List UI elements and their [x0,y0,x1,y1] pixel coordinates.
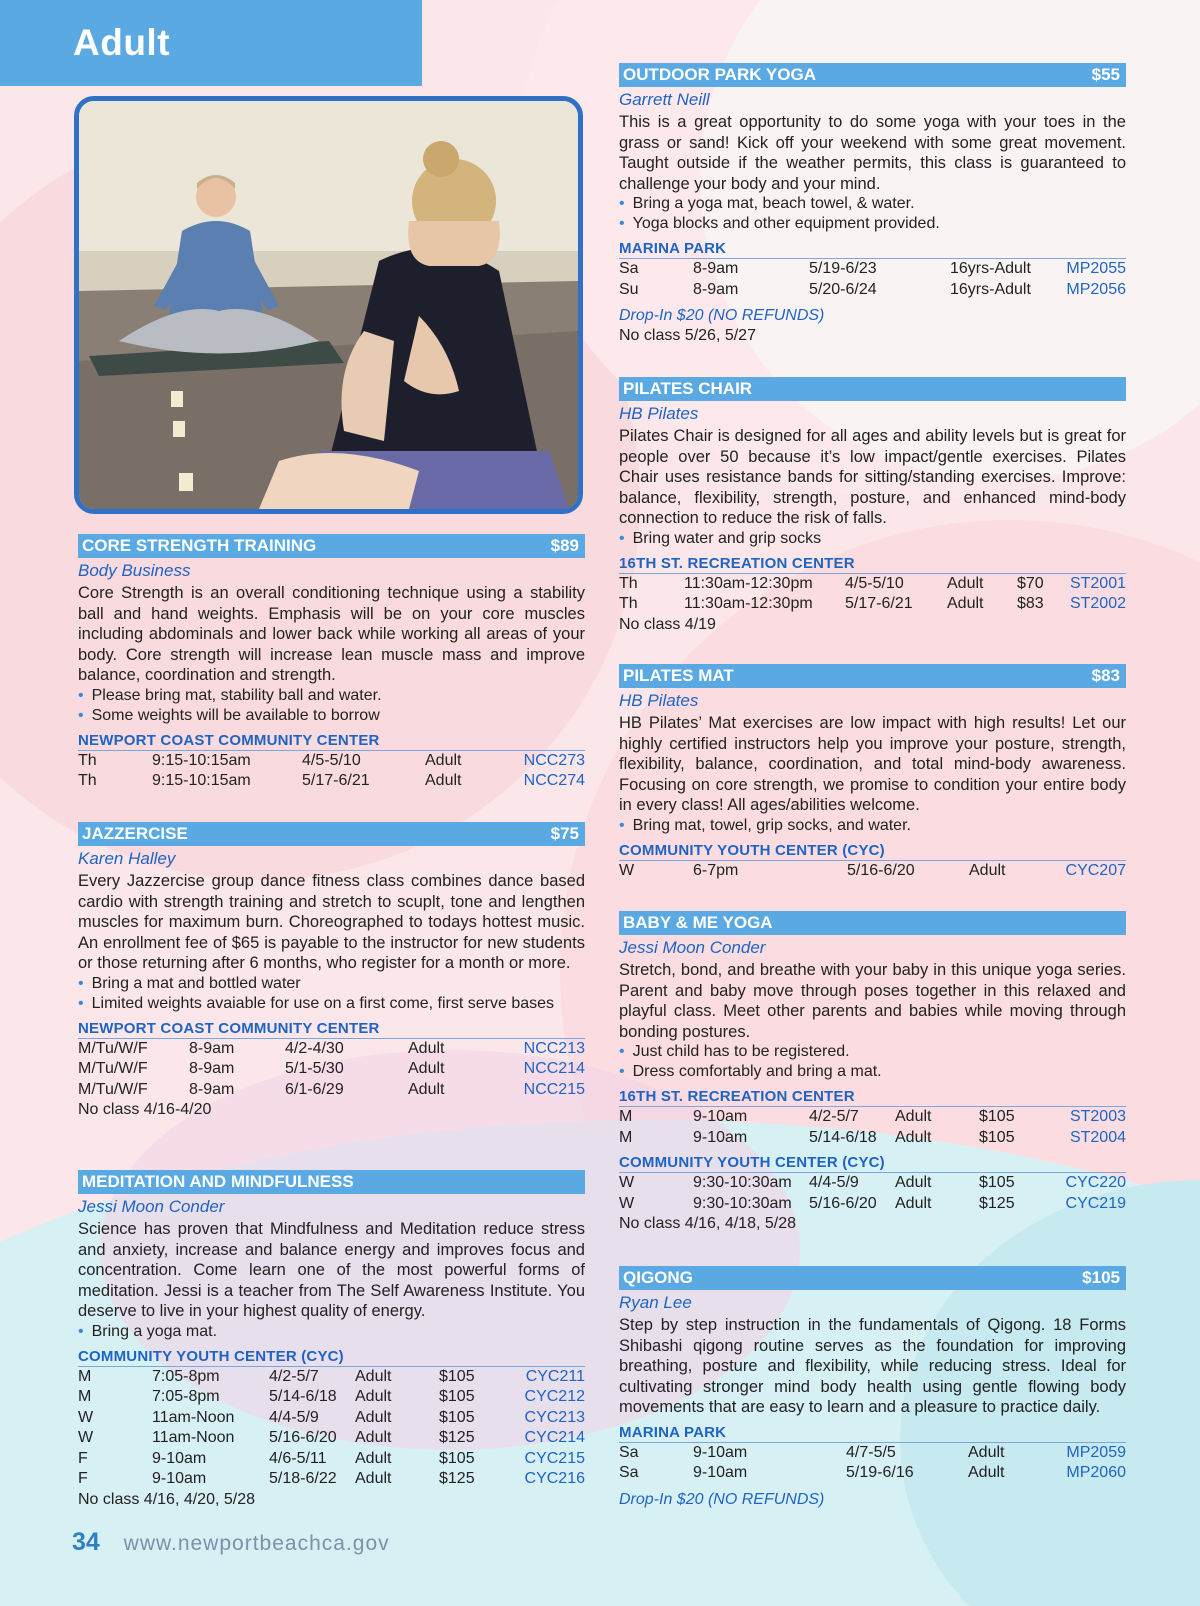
schedule-table [619,1107,1126,1148]
class-price: $55 [1091,65,1120,84]
location-heading: MARINA PARK [619,240,1126,259]
bullet-item: • Please bring mat, stability ball and water. [78,686,382,704]
class-instructor: Ryan Lee [619,1293,692,1312]
class-instructor: Jessi Moon Conder [78,1197,225,1216]
class-pilates-mat [619,664,1126,881]
class-price: $105 [1082,1268,1120,1287]
location-heading: 16TH ST. RECREATION CENTER [619,555,1126,574]
schedule-table [619,574,1126,615]
table-row: W 6-7pm 5/16-6/20 Adult CYC207 [619,861,1126,882]
class-price: $89 [550,536,579,555]
class-description: Step by step instruction in the fundamentals of Qigong. 18 Forms Shibashi qigong routine serves as the foundation for improving breathing, posture and flexibility, while reducing stress. Ideal for cultivating stronger mind body health using gentle flowing body movements that are easy to learn and a pleasure to practice daily. [619,1316,1126,1416]
class-instructor: Garrett Neill [619,90,710,109]
bullet-item: • Bring mat, towel, grip socks, and water. [619,816,911,834]
class-description: Core Strength is an overall conditioning technique using a stability ball and hand weights. Emphasis will be on your core muscles including abdominals and lower back while working all areas of your body. Core strength will increase lean muscle mass and improve balance, coordination and strength. [78,584,585,684]
course-code-link[interactable]: NCC215 [523,1080,585,1098]
table-row: W 11am-Noon 5/16-6/20 Adult $125 CYC214 [78,1428,585,1449]
bullet-item: • Yoga blocks and other equipment provided. [619,215,940,232]
table-row: M/Tu/W/F 8-9am 6/1-6/29 Adult NCC215 [78,1080,585,1101]
class-pilates-chair [619,377,1126,634]
yoga-class-photo [74,96,583,514]
table-row: Sa 9-10am 4/7-5/5 Adult MP2059 [619,1443,1126,1464]
class-note: No class 5/26, 5/27 [619,327,756,344]
table-row: Sa 8-9am 5/19-6/23 16yrs-Adult MP2055 [619,259,1126,280]
schedule-table [619,1443,1126,1484]
class-note: No class 4/16, 4/20, 5/28 [78,1490,255,1508]
class-description: Pilates Chair is designed for all ages and ability levels but is great for people over 50 because it’s low impact/gentle exercises. Pilates Chair uses resistance bands for sitting/standing exercises. Improve: balance, flexibility, strength, posture, and enhanced mind-body connection to reduce the risk of falls. [619,427,1126,527]
class-title: MEDITATION AND MINDFULNESS [82,1172,354,1191]
course-code-link[interactable]: CYC215 [524,1449,585,1467]
table-row: Th 11:30am-12:30pm 5/17-6/21 Adult $83 ST2002 [619,594,1126,615]
schedule-table [619,259,1126,300]
table-row: F 9-10am 5/18-6/22 Adult $125 CYC216 [78,1469,585,1490]
course-code-link[interactable]: NCC214 [523,1060,585,1077]
class-title: PILATES MAT [623,666,734,685]
bullet-item: • Bring a yoga mat, beach towel, & water. [619,195,915,212]
class-title-bar [619,911,1126,935]
table-row: Sa 9-10am 5/19-6/16 Adult MP2060 [619,1463,1126,1484]
drop-in-fee: Drop-In $20 (NO REFUNDS) [619,307,825,324]
class-description: This is a great opportunity to do some yoga with your toes in the grass or sand! Kick off your weekend with some great movement. Taught outside if the weather permits, this class is guaranteed to challenge your body and your mind. [619,113,1126,193]
table-row: M/Tu/W/F 8-9am 5/1-5/30 Adult NCC214 [78,1059,585,1080]
class-meditation [78,1170,585,1509]
bullet-item: • Bring a mat and bottled water [78,974,301,992]
class-title-bar [619,377,1126,401]
location-heading: COMMUNITY YOUTH CENTER (CYC) [78,1348,585,1367]
class-title: OUTDOOR PARK YOGA [623,65,816,84]
drop-in-fee: Drop-In $20 (NO REFUNDS) [619,1490,825,1508]
class-title-bar [619,63,1126,87]
table-row: F 9-10am 4/6-5/11 Adult $105 CYC215 [78,1449,585,1470]
class-outdoor-park-yoga [619,63,1126,345]
location-heading: NEWPORT COAST COMMUNITY CENTER [78,732,585,751]
location-heading: 16TH ST. RECREATION CENTER [619,1088,1126,1107]
class-description: Science has proven that Mindfulness and Meditation reduce stress and anxiety, increase and balance energy and improves focus and concentration. Come learn one of the most powerful forms of meditation. Jessi is a teacher from The Self Awareness Institute. You deserve to live in your highest quality of energy. [78,1220,585,1320]
table-row: Su 8-9am 5/20-6/24 16yrs-Adult MP2056 [619,280,1126,301]
class-description: HB Pilates’ Mat exercises are low impact with high results! Let our highly certified instructors help you improve your posture, strength, flexibility, balance, coordination, and total mind-body awareness. Focusing on core strength, we promise to condition your entire body in every class! All ages/abilities welcome. [619,714,1126,814]
class-jazzercise [78,822,585,1119]
bullet-item: • Some weights will be available to borrow [78,706,380,724]
course-code-link[interactable]: MP2059 [1066,1443,1126,1461]
bullet-item: • Bring water and grip socks [619,529,822,547]
course-code-link[interactable]: CYC213 [524,1408,585,1426]
course-code-link[interactable]: CYC212 [524,1388,585,1405]
schedule-table [619,1173,1126,1214]
course-code-link[interactable]: NCC273 [523,751,585,769]
class-title-bar [619,1266,1126,1290]
course-code-link[interactable]: CYC214 [524,1429,585,1446]
class-title-bar [78,1170,585,1194]
schedule-table [78,751,585,792]
website-link[interactable]: www.newportbeachca.gov [123,1532,390,1555]
location-heading: COMMUNITY YOUTH CENTER (CYC) [619,842,1126,861]
table-row: W 11am-Noon 4/4-5/9 Adult $105 CYC213 [78,1408,585,1429]
course-code-link[interactable]: ST2001 [1069,574,1126,592]
course-code-link[interactable]: CYC219 [1065,1194,1126,1212]
class-instructor: HB Pilates [619,691,699,710]
course-code-link[interactable]: MP2060 [1066,1464,1126,1481]
class-title: BABY & ME YOGA [623,913,773,932]
schedule-table [619,861,1126,882]
class-title-bar [619,664,1126,688]
course-code-link[interactable]: CYC207 [1065,861,1126,879]
table-row: Th 9:15-10:15am 4/5-5/10 Adult NCC273 [78,751,585,772]
class-price: $75 [550,824,579,843]
page-number: 34 [72,1528,100,1556]
location-heading: MARINA PARK [619,1424,1126,1443]
table-row: W 9:30-10:30am 4/4-5/9 Adult $105 CYC220 [619,1173,1126,1194]
schedule-table [78,1367,585,1490]
bullet-item: • Dress comfortably and bring a mat. [619,1063,882,1080]
class-description: Stretch, bond, and breathe with your baby in this unique yoga series. Parent and baby move through poses together in this relaxed and playful class. Meet other parents and babies while moving through bonding postures. [619,961,1126,1041]
class-price: $83 [1091,666,1120,685]
class-instructor: Jessi Moon Conder [619,938,766,957]
table-row: W 9:30-10:30am 5/16-6/20 Adult $125 CYC219 [619,1194,1126,1215]
table-row: M 7:05-8pm 5/14-6/18 Adult $105 CYC212 [78,1387,585,1408]
page-footer [72,1528,390,1557]
yoga-class-illustration [79,101,578,509]
class-instructor: Body Business [78,561,191,580]
class-title: JAZZERCISE [82,824,188,843]
class-title: PILATES CHAIR [623,379,753,398]
class-title-bar [78,534,585,558]
class-description: Every Jazzercise group dance fitness class combines dance based cardio with strength training and stretch to scuplt, tone and lengthen muscles for maximum burn. Choreographed to todays hottest music. An enrollment fee of $65 is payable to the instructor for new students or those returning after 6 months, who register for a month or more. [78,872,585,972]
table-row: M 7:05-8pm 4/2-5/7 Adult $105 CYC211 [78,1367,585,1388]
class-baby-and-me-yoga [619,911,1126,1233]
location-heading: NEWPORT COAST COMMUNITY CENTER [78,1020,585,1039]
location-heading: COMMUNITY YOUTH CENTER (CYC) [619,1154,1126,1173]
table-row: M/Tu/W/F 8-9am 4/2-4/30 Adult NCC213 [78,1039,585,1060]
course-code-link[interactable]: NCC213 [523,1039,585,1057]
class-core-strength [78,534,585,792]
page-title: Adult [73,22,171,63]
class-title-bar [78,822,585,846]
course-code-link[interactable]: MP2056 [1066,280,1126,298]
course-code-link[interactable]: ST2003 [1069,1108,1126,1125]
schedule-table [78,1039,585,1101]
class-note: No class 4/16, 4/18, 5/28 [619,1215,796,1232]
table-row: M 9-10am 4/2-5/7 Adult $105 ST2003 [619,1107,1126,1128]
course-code-link[interactable]: CYC216 [524,1470,585,1487]
course-code-link[interactable]: CYC211 [525,1367,585,1385]
course-code-link[interactable]: NCC274 [523,772,585,789]
course-code-link[interactable]: ST2002 [1069,595,1126,612]
class-title: CORE STRENGTH TRAINING [82,536,317,555]
table-row: Th 11:30am-12:30pm 4/5-5/10 Adult $70 ST2001 [619,574,1126,595]
class-instructor: Karen Halley [78,849,176,868]
bullet-item: • Limited weights avaiable for use on a first come, first serve bases [78,994,555,1012]
class-title: QIGONG [623,1268,693,1287]
course-code-link[interactable]: MP2055 [1066,260,1126,277]
table-row: Th 9:15-10:15am 5/17-6/21 Adult NCC274 [78,771,585,792]
class-instructor: HB Pilates [619,404,699,423]
section-header [0,0,422,86]
bullet-item: • Just child has to be registered. [619,1043,850,1060]
bullet-item: • Bring a yoga mat. [78,1322,218,1340]
class-note: No class 4/16-4/20 [78,1101,212,1118]
class-qigong [619,1266,1126,1510]
course-code-link[interactable]: ST2004 [1069,1128,1126,1146]
class-note: No class 4/19 [619,615,716,633]
course-code-link[interactable]: CYC220 [1065,1174,1126,1191]
table-row: M 9-10am 5/14-6/18 Adult $105 ST2004 [619,1128,1126,1149]
